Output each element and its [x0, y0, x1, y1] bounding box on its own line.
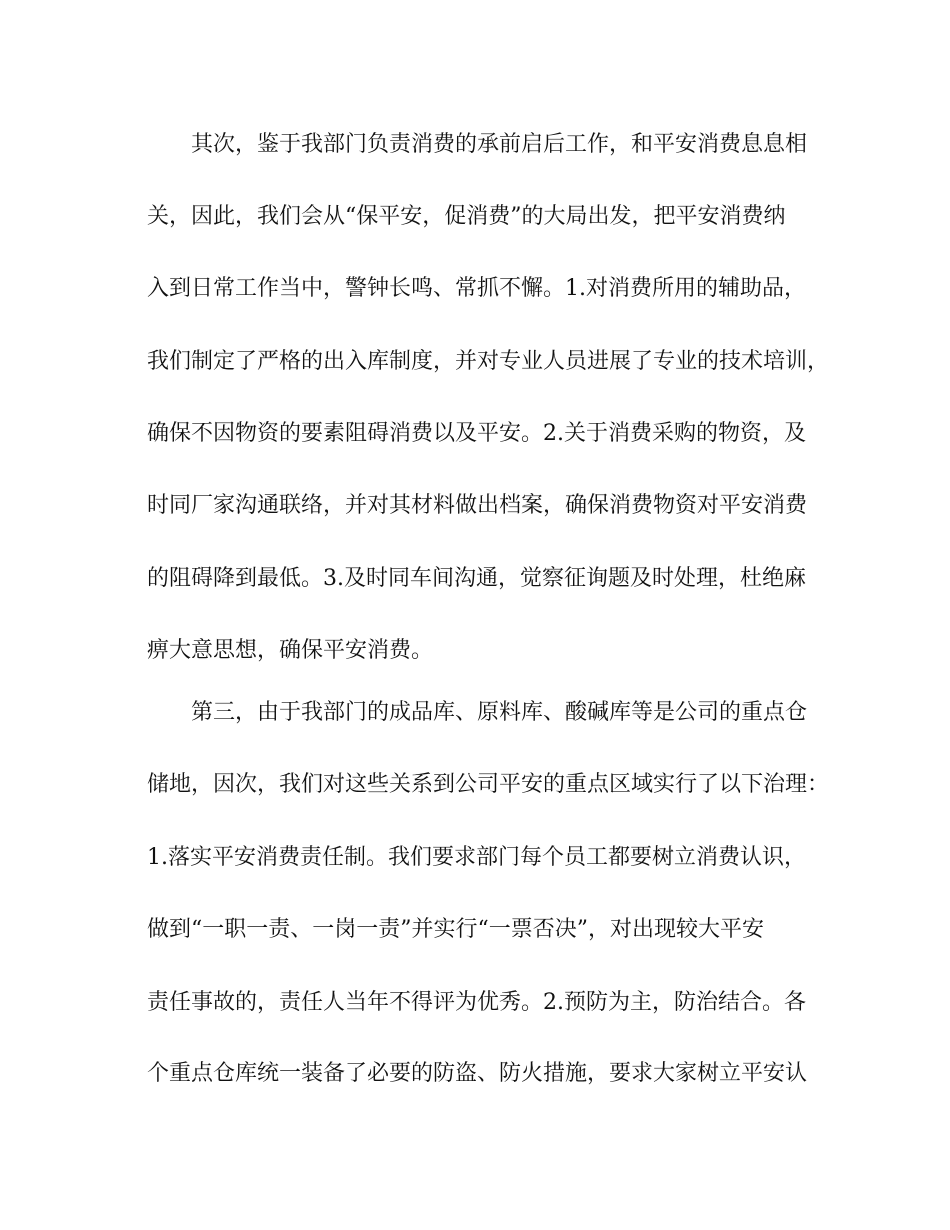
text-line: 储地，因次，我们对这些关系到公司平安的重点区域实行了以下治理： — [147, 772, 830, 797]
text-line: 入到日常工作当中，警钟长鸣、常抓不懈。1.对消费所用的辅助品， — [147, 276, 806, 301]
text-line: 痹大意思想，确保平安消费。 — [147, 638, 434, 663]
text-line: 1.落实平安消费责任制。我们要求部门每个员工都要树立消费认识， — [147, 845, 806, 870]
text-line: 其次，鉴于我部门负责消费的承前启后工作，和平安消费息息相 — [147, 132, 808, 157]
text-line: 关，因此，我们会从“保平安，促消费”的大局出发，把平安消费纳 — [147, 204, 786, 229]
text-line: 我们制定了严格的出入库制度，并对专业人员进展了专业的技术培训， — [147, 349, 830, 374]
text-line: 做到“一职一责、一岗一责”并实行“一票否决”，对出现较大平安 — [147, 917, 764, 942]
text-line: 个重点仓库统一装备了必要的防盗、防火措施，要求大家树立平安认 — [147, 1061, 808, 1086]
text-line: 第三，由于我部门的成品库、原料库、酸碱库等是公司的重点仓 — [147, 700, 808, 725]
text-line: 责任事故的，责任人当年不得评为优秀。2.预防为主，防治结合。各 — [147, 990, 806, 1015]
text-line: 确保不因物资的要素阻碍消费以及平安。2.关于消费采购的物资，及 — [147, 421, 806, 446]
text-line: 的阻碍降到最低。3.及时同车间沟通，觉察征询题及时处理，杜绝麻 — [147, 566, 806, 591]
text-line: 时同厂家沟通联络，并对其材料做出档案，确保消费物资对平安消费 — [147, 493, 808, 518]
